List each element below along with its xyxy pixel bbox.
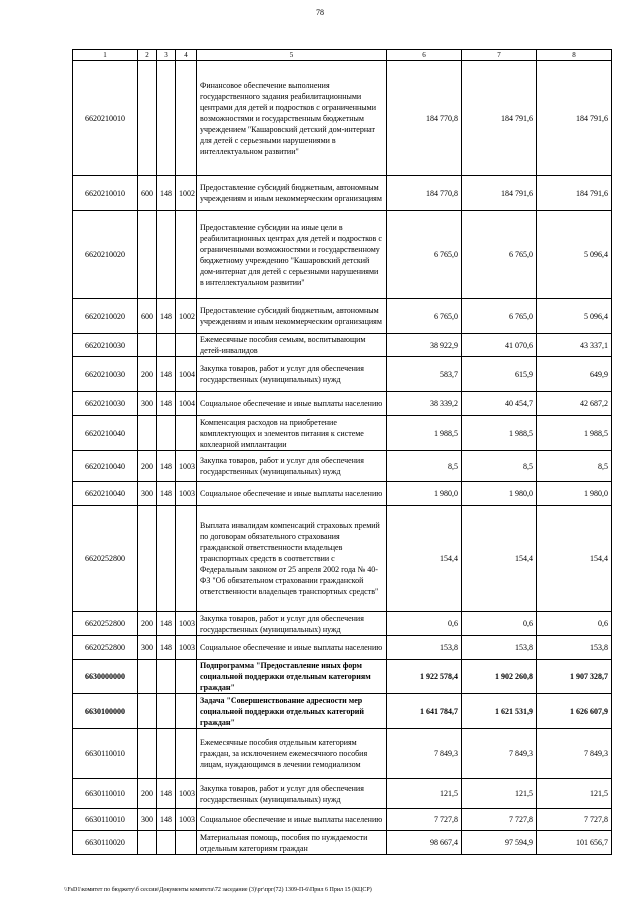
department-code <box>157 660 176 694</box>
expense-type-code: 200 <box>138 612 157 636</box>
table-row <box>73 612 612 636</box>
table-row <box>73 831 612 855</box>
amount-col-6: 6 765,0 <box>387 211 462 299</box>
section-code: 1004 <box>176 357 197 392</box>
section-code: 1004 <box>176 392 197 416</box>
target-article-code: 6620252800 <box>73 506 138 612</box>
amount-col-7: 6 765,0 <box>462 299 537 334</box>
description: Социальное обеспечение и иные выплаты населению <box>197 482 387 506</box>
amount-col-7: 8,5 <box>462 451 537 482</box>
expense-type-code <box>138 831 157 855</box>
section-code <box>176 506 197 612</box>
expense-type-code: 300 <box>138 482 157 506</box>
target-article-code: 6630110010 <box>73 779 138 809</box>
section-code <box>176 334 197 357</box>
amount-col-6: 154,4 <box>387 506 462 612</box>
table-row <box>73 176 612 211</box>
section-code <box>176 61 197 176</box>
description: Задача "Совершенствование адресности мер социальной поддержки отдельных категорий граждан" <box>197 694 387 729</box>
amount-col-7: 121,5 <box>462 779 537 809</box>
description: Социальное обеспечение и иные выплаты населению <box>197 636 387 660</box>
amount-col-8: 184 791,6 <box>537 176 612 211</box>
amount-col-8: 7 849,3 <box>537 729 612 779</box>
table-row <box>73 660 612 694</box>
amount-col-6: 1 988,5 <box>387 416 462 451</box>
table-row <box>73 636 612 660</box>
department-code: 148 <box>157 636 176 660</box>
table-row <box>73 694 612 729</box>
amount-col-6: 153,8 <box>387 636 462 660</box>
section-code: 1003 <box>176 482 197 506</box>
column-number: 4 <box>176 50 197 61</box>
department-code <box>157 729 176 779</box>
section-code <box>176 694 197 729</box>
expense-type-code: 600 <box>138 176 157 211</box>
department-code: 148 <box>157 482 176 506</box>
amount-col-7: 7 727,8 <box>462 809 537 831</box>
file-path-footer: \\FsD1\комитет по бюджету\б сессии\Документы комитета\72 заседание (3)\рг\прг(72) 1309-П-6\Прил 6 Прил 15 (КЦСР) <box>64 887 372 893</box>
department-code: 148 <box>157 176 176 211</box>
section-code: 1003 <box>176 779 197 809</box>
department-code: 148 <box>157 299 176 334</box>
amount-col-8: 1 988,5 <box>537 416 612 451</box>
amount-col-6: 121,5 <box>387 779 462 809</box>
amount-col-6: 1 641 784,7 <box>387 694 462 729</box>
target-article-code: 6620252800 <box>73 612 138 636</box>
table-row <box>73 779 612 809</box>
amount-col-8: 101 656,7 <box>537 831 612 855</box>
budget-table <box>72 49 612 855</box>
section-code <box>176 831 197 855</box>
expense-type-code: 200 <box>138 451 157 482</box>
department-code: 148 <box>157 451 176 482</box>
section-code <box>176 729 197 779</box>
department-code <box>157 61 176 176</box>
amount-col-6: 1 980,0 <box>387 482 462 506</box>
amount-col-7: 1 988,5 <box>462 416 537 451</box>
department-code <box>157 831 176 855</box>
expense-type-code <box>138 506 157 612</box>
amount-col-7: 40 454,7 <box>462 392 537 416</box>
department-code: 148 <box>157 357 176 392</box>
amount-col-8: 5 096,4 <box>537 299 612 334</box>
description: Предоставление субсидии на иные цели в реабилитационных центрах для детей и подростков с ограниченными возможностями и государственному бюджетному учреждению "Кашаровский детский дом-интернат для детей с серьезными нарушениями в интеллектуальном развитии" <box>197 211 387 299</box>
description: Закупка товаров, работ и услуг для обеспечения государственных (муниципальных) нужд <box>197 779 387 809</box>
amount-col-7: 184 791,6 <box>462 176 537 211</box>
department-code <box>157 211 176 299</box>
description: Социальное обеспечение и иные выплаты населению <box>197 809 387 831</box>
target-article-code: 6620210030 <box>73 334 138 357</box>
description: Компенсация расходов на приобретение комплектующих и элементов питания к системе кохлеарной имплантации <box>197 416 387 451</box>
description: Материальная помощь, пособия по нуждаемости отдельным категориям граждан <box>197 831 387 855</box>
amount-col-7: 41 070,6 <box>462 334 537 357</box>
target-article-code: 6630110010 <box>73 729 138 779</box>
amount-col-6: 0,6 <box>387 612 462 636</box>
expense-type-code: 300 <box>138 809 157 831</box>
section-code: 1003 <box>176 451 197 482</box>
table-row <box>73 416 612 451</box>
department-code <box>157 334 176 357</box>
description: Предоставление субсидий бюджетным, автономным учреждениям и иным некоммерческим организациям <box>197 176 387 211</box>
amount-col-6: 38 922,9 <box>387 334 462 357</box>
amount-col-8: 42 687,2 <box>537 392 612 416</box>
description: Закупка товаров, работ и услуг для обеспечения государственных (муниципальных) нужд <box>197 451 387 482</box>
target-article-code: 6630110020 <box>73 831 138 855</box>
table-row <box>73 61 612 176</box>
expense-type-code: 200 <box>138 357 157 392</box>
amount-col-6: 184 770,8 <box>387 61 462 176</box>
target-article-code: 6620210010 <box>73 176 138 211</box>
target-article-code: 6620210040 <box>73 416 138 451</box>
section-code: 1003 <box>176 636 197 660</box>
expense-type-code: 600 <box>138 299 157 334</box>
description: Ежемесячные пособия семьям, воспитывающим детей-инвалидов <box>197 334 387 357</box>
amount-col-7: 615,9 <box>462 357 537 392</box>
column-number: 1 <box>73 50 138 61</box>
description: Закупка товаров, работ и услуг для обеспечения государственных (муниципальных) нужд <box>197 612 387 636</box>
amount-col-6: 98 667,4 <box>387 831 462 855</box>
amount-col-8: 7 727,8 <box>537 809 612 831</box>
amount-col-8: 154,4 <box>537 506 612 612</box>
expense-type-code <box>138 211 157 299</box>
table-row <box>73 506 612 612</box>
description: Выплата инвалидам компенсаций страховых премий по договорам обязательного страхования гражданской ответственности владельцев транспортных средств в соответствии с Федеральным законом от 25 апреля 2002 года № 40-ФЗ "Об обязательном страховании гражданской ответственности владельцев транспортных средств" <box>197 506 387 612</box>
description: Закупка товаров, работ и услуг для обеспечения государственных (муниципальных) нужд <box>197 357 387 392</box>
target-article-code: 6620210010 <box>73 61 138 176</box>
amount-col-8: 121,5 <box>537 779 612 809</box>
expense-type-code <box>138 334 157 357</box>
target-article-code: 6630100000 <box>73 694 138 729</box>
amount-col-6: 8,5 <box>387 451 462 482</box>
description: Финансовое обеспечение выполнения государственного задания реабилитационными центрами для детей и подростков с ограниченными возможностями и государственным бюджетным учреждением "Кашаровский детский дом-интернат для детей с серьезными нарушениями в интеллектуальном развитии" <box>197 61 387 176</box>
table-row <box>73 809 612 831</box>
section-code: 1003 <box>176 612 197 636</box>
amount-col-8: 5 096,4 <box>537 211 612 299</box>
column-number: 7 <box>462 50 537 61</box>
table-row <box>73 299 612 334</box>
table-row <box>73 334 612 357</box>
target-article-code: 6620210030 <box>73 392 138 416</box>
section-code <box>176 211 197 299</box>
amount-col-8: 649,9 <box>537 357 612 392</box>
expense-type-code: 300 <box>138 636 157 660</box>
amount-col-8: 0,6 <box>537 612 612 636</box>
target-article-code: 6630000000 <box>73 660 138 694</box>
expense-type-code <box>138 729 157 779</box>
amount-col-7: 154,4 <box>462 506 537 612</box>
amount-col-8: 1 907 328,7 <box>537 660 612 694</box>
target-article-code: 6620210040 <box>73 482 138 506</box>
target-article-code: 6620210040 <box>73 451 138 482</box>
column-number: 2 <box>138 50 157 61</box>
expense-type-code <box>138 694 157 729</box>
amount-col-8: 1 980,0 <box>537 482 612 506</box>
department-code: 148 <box>157 809 176 831</box>
amount-col-7: 1 980,0 <box>462 482 537 506</box>
amount-col-6: 184 770,8 <box>387 176 462 211</box>
page-number: 78 <box>316 8 324 17</box>
target-article-code: 6620252800 <box>73 636 138 660</box>
section-code <box>176 416 197 451</box>
expense-type-code <box>138 61 157 176</box>
expense-type-code <box>138 416 157 451</box>
section-code <box>176 660 197 694</box>
department-code <box>157 694 176 729</box>
description: Предоставление субсидий бюджетным, автономным учреждениям и иным некоммерческим организациям <box>197 299 387 334</box>
department-code <box>157 506 176 612</box>
table-row <box>73 482 612 506</box>
table-row <box>73 392 612 416</box>
column-number: 8 <box>537 50 612 61</box>
amount-col-8: 8,5 <box>537 451 612 482</box>
amount-col-6: 38 339,2 <box>387 392 462 416</box>
expense-type-code <box>138 660 157 694</box>
description: Ежемесячные пособия отдельным категориям граждан, за исключением ежемесячного пособия лицам, нуждающимся в лечении гемодиализом <box>197 729 387 779</box>
column-number: 6 <box>387 50 462 61</box>
department-code: 148 <box>157 779 176 809</box>
description: Подпрограмма "Предоставление иных форм социальной поддержки отдельным категориям граждан" <box>197 660 387 694</box>
section-code: 1002 <box>176 176 197 211</box>
target-article-code: 6630110010 <box>73 809 138 831</box>
amount-col-7: 0,6 <box>462 612 537 636</box>
amount-col-8: 43 337,1 <box>537 334 612 357</box>
description: Социальное обеспечение и иные выплаты населению <box>197 392 387 416</box>
amount-col-8: 1 626 607,9 <box>537 694 612 729</box>
amount-col-7: 97 594,9 <box>462 831 537 855</box>
expense-type-code: 200 <box>138 779 157 809</box>
target-article-code: 6620210030 <box>73 357 138 392</box>
department-code <box>157 416 176 451</box>
section-code: 1002 <box>176 299 197 334</box>
target-article-code: 6620210020 <box>73 299 138 334</box>
table-row <box>73 451 612 482</box>
amount-col-7: 7 849,3 <box>462 729 537 779</box>
table-row <box>73 729 612 779</box>
column-number-row <box>73 50 612 61</box>
section-code: 1003 <box>176 809 197 831</box>
amount-col-7: 153,8 <box>462 636 537 660</box>
column-number: 3 <box>157 50 176 61</box>
amount-col-6: 7 727,8 <box>387 809 462 831</box>
target-article-code: 6620210020 <box>73 211 138 299</box>
column-number: 5 <box>197 50 387 61</box>
amount-col-7: 6 765,0 <box>462 211 537 299</box>
table-row <box>73 211 612 299</box>
department-code: 148 <box>157 612 176 636</box>
expense-type-code: 300 <box>138 392 157 416</box>
amount-col-7: 1 902 260,8 <box>462 660 537 694</box>
department-code: 148 <box>157 392 176 416</box>
amount-col-8: 153,8 <box>537 636 612 660</box>
amount-col-8: 184 791,6 <box>537 61 612 176</box>
amount-col-6: 7 849,3 <box>387 729 462 779</box>
amount-col-6: 6 765,0 <box>387 299 462 334</box>
table-row <box>73 357 612 392</box>
amount-col-6: 583,7 <box>387 357 462 392</box>
amount-col-7: 1 621 531,9 <box>462 694 537 729</box>
amount-col-7: 184 791,6 <box>462 61 537 176</box>
amount-col-6: 1 922 578,4 <box>387 660 462 694</box>
